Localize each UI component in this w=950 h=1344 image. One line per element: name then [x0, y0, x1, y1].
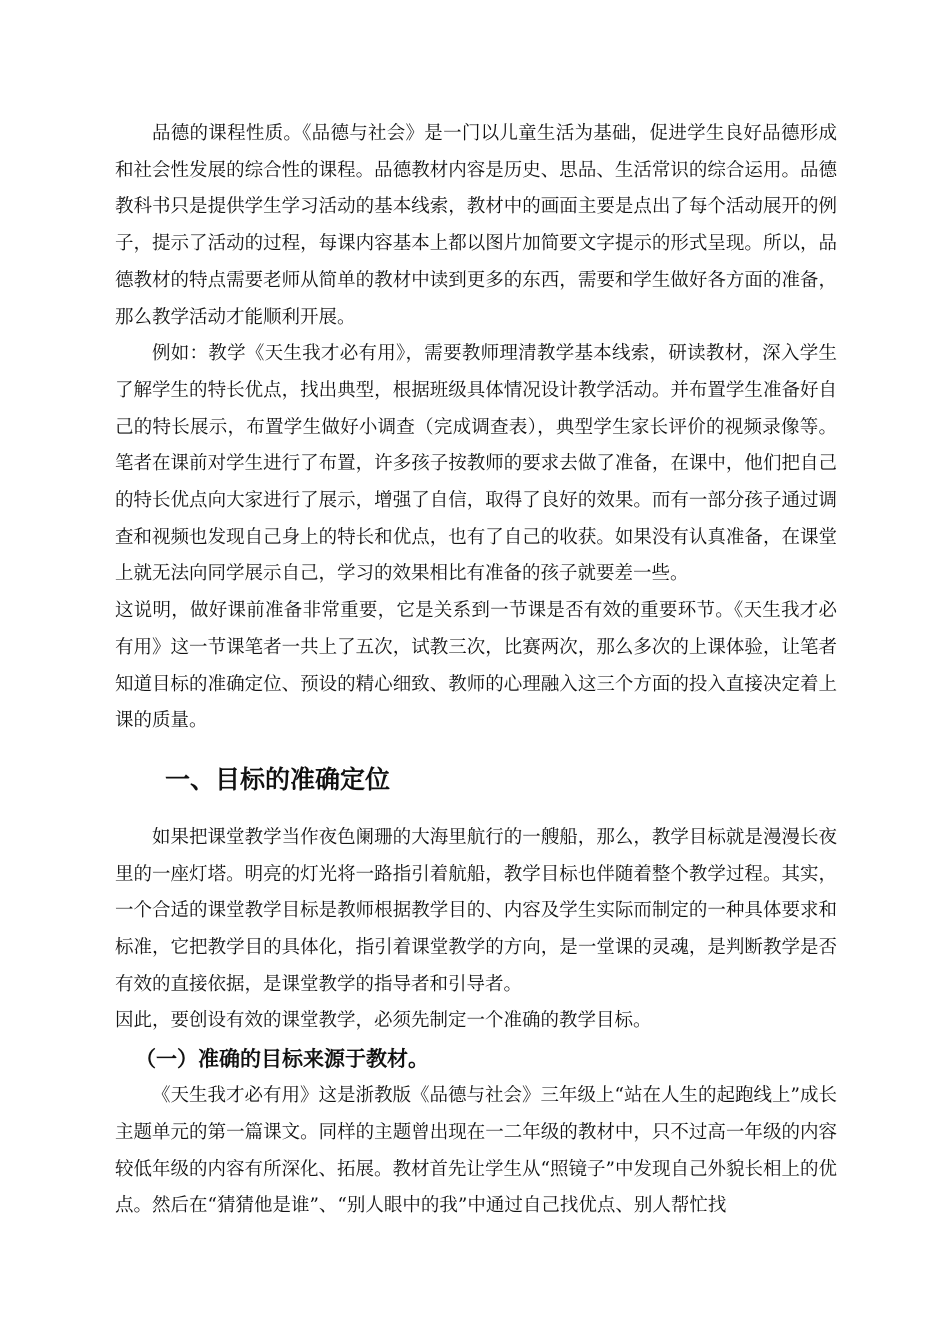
paragraph-example: 例如：教学《天生我才必有用》，需要教师理清教学基本线索，研读教材，深入学生了解学生的特长优点，找出典型，根据班级具体情况设计教学活动。并布置学生准备好自己的特长展示，布置学生做好小调查（完成调查表），典型学生家长评价的视频录像等。笔者在课前对学生进行了布置，许多孩子按教师的要求去做了准备，在课中，他们把自己的特长优点向大家进行了展示，增强了自信，取得了良好的效果。而有一部分孩子通过调查和视频也发现自己身上的特长和优点，也有了自己的收获。如果没有认真准备，在课堂上就无法向同学展示自己，学习的效果相比有准备的孩子就要差一些。: [115, 343, 837, 585]
document-body: [115, 116, 837, 1225]
subsection-heading-1: （一）准确的目标来源于教材。: [135, 1047, 429, 1072]
paragraph-lighthouse: 如果把课堂教学当作夜色阑珊的大海里航行的一艘船，那么，教学目标就是漫漫长夜里的一座灯塔。明亮的灯光将一路指引着航船，教学目标也伴随着整个教学过程。其实，一个合适的课堂教学目标是教师根据教学目的、内容及学生实际而制定的一种具体要求和标准，它把教学目的具体化，指引着课堂教学的方向，是一堂课的灵魂，是判断教学是否有效的直接依据，是课堂教学的指导者和引导者。: [115, 826, 837, 995]
paragraph-course-nature: 品德的课程性质。《品德与社会》是一门以儿童生活为基础，促进学生良好品德形成和社会性发展的综合性的课程。品德教材内容是历史、思品、生活常识的综合运用。品德教科书只是提供学生学习活动的基本线索，教材中的画面主要是点出了每个活动展开的例子，提示了活动的过程，每课内容基本上都以图片加简要文字提示的形式呈现。所以，品德教材的特点需要老师从简单的教材中读到更多的东西，需要和学生做好各方面的准备，那么教学活动才能顺利开展。: [115, 123, 837, 328]
paragraph-textbook: 《天生我才必有用》这是浙教版《品德与社会》三年级上“站在人生的起跑线上”成长主题单元的第一篇课文。同样的主题曾出现在一二年级的教材中，只不过高一年级的内容较低年级的内容有所深化、拓展。教材首先让学生从“照镜子”中发现自己外貌长相上的优点。然后在“猜猜他是谁”、“别人眼中的我”中通过自己找优点、别人帮忙找: [115, 1085, 837, 1217]
section-heading-1: 一、目标的准确定位: [165, 764, 391, 794]
paragraph-conclusion: 这说明，做好课前准备非常重要，它是关系到一节课是否有效的重要环节。《天生我才必有用》这一节课笔者一共上了五次，试教三次，比赛两次，那么多次的上课体验，让笔者知道目标的准确定位、预设的精心细致、教师的心理融入这三个方面的投入直接决定着上课的质量。: [115, 600, 837, 732]
paragraph-therefore: 因此，要创设有效的课堂教学，必须先制定一个准确的教学目标。: [115, 1010, 652, 1032]
